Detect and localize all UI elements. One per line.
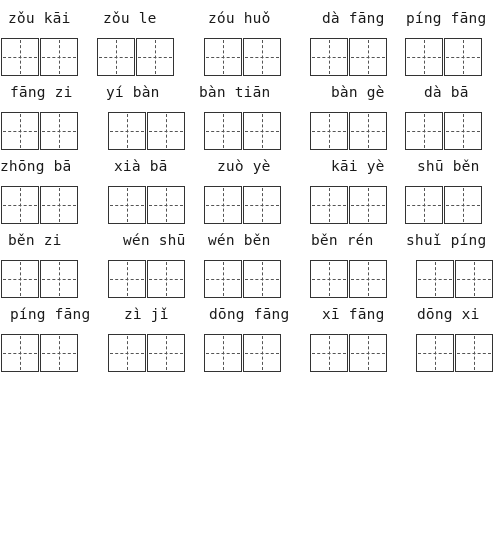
writing-grid-box[interactable] [455,260,493,298]
writing-grid-box[interactable] [310,186,348,224]
writing-box-pair [310,112,387,150]
pinyin-label: zhōng bā [0,159,72,175]
writing-grid-box[interactable] [349,38,387,76]
pinyin-label: zǒu kāi [8,11,71,27]
writing-grid-box[interactable] [310,260,348,298]
writing-box-pair [204,260,281,298]
pinyin-label: dōng xi [417,307,480,323]
writing-grid-box[interactable] [108,112,146,150]
pinyin-label: fāng zi [10,85,73,101]
writing-box-pair [416,334,493,372]
writing-grid-box[interactable] [416,260,454,298]
writing-grid-box[interactable] [349,334,387,372]
writing-grid-box[interactable] [444,112,482,150]
writing-box-pair [108,186,185,224]
pinyin-label: shū běn [417,159,480,175]
writing-box-pair [108,112,185,150]
pinyin-label: píng fāng [10,307,91,323]
writing-grid-box[interactable] [310,38,348,76]
writing-grid-box[interactable] [97,38,135,76]
writing-grid-box[interactable] [108,260,146,298]
writing-grid-box[interactable] [1,38,39,76]
writing-box-pair [204,186,281,224]
writing-grid-box[interactable] [204,38,242,76]
writing-box-pair [416,260,493,298]
writing-grid-box[interactable] [40,38,78,76]
pinyin-label: dōng fāng [209,307,290,323]
writing-box-pair [1,186,78,224]
writing-box-pair [108,334,185,372]
writing-box-pair [310,260,387,298]
writing-box-pair [204,334,281,372]
writing-grid-box[interactable] [40,112,78,150]
writing-grid-box[interactable] [243,38,281,76]
writing-box-pair [405,38,482,76]
writing-grid-box[interactable] [444,186,482,224]
writing-grid-box[interactable] [405,186,443,224]
writing-grid-box[interactable] [147,112,185,150]
pinyin-label: píng fāng [406,11,487,27]
writing-grid-box[interactable] [1,186,39,224]
writing-box-pair [310,334,387,372]
writing-grid-box[interactable] [40,334,78,372]
writing-box-pair [108,260,185,298]
writing-grid-box[interactable] [1,334,39,372]
writing-grid-box[interactable] [204,260,242,298]
writing-grid-box[interactable] [204,186,242,224]
writing-box-pair [204,38,281,76]
pinyin-label: běn rén [311,233,374,249]
writing-grid-box[interactable] [349,260,387,298]
writing-grid-box[interactable] [108,186,146,224]
writing-grid-box[interactable] [416,334,454,372]
writing-grid-box[interactable] [204,112,242,150]
writing-grid-box[interactable] [136,38,174,76]
writing-grid-box[interactable] [349,112,387,150]
writing-grid-box[interactable] [243,260,281,298]
pinyin-label: dà bā [424,85,469,101]
pinyin-label: zóu huǒ [208,11,271,27]
writing-grid-box[interactable] [243,334,281,372]
writing-grid-box[interactable] [1,260,39,298]
writing-box-pair [310,38,387,76]
writing-box-pair [1,334,78,372]
writing-grid-box[interactable] [40,260,78,298]
writing-grid-box[interactable] [310,112,348,150]
writing-box-pair [405,112,482,150]
pinyin-label: bàn tiān [199,85,271,101]
pinyin-label: dà fāng [322,11,385,27]
writing-box-pair [1,260,78,298]
pinyin-label: wén běn [208,233,271,249]
writing-box-pair [1,112,78,150]
writing-grid-box[interactable] [1,112,39,150]
writing-grid-box[interactable] [455,334,493,372]
pinyin-label: zǒu le [103,11,157,27]
writing-grid-box[interactable] [444,38,482,76]
writing-grid-box[interactable] [147,186,185,224]
writing-box-pair [1,38,78,76]
pinyin-label: wén shū [123,233,186,249]
writing-box-pair [204,112,281,150]
pinyin-label: bàn gè [331,85,385,101]
writing-grid-box[interactable] [108,334,146,372]
writing-grid-box[interactable] [349,186,387,224]
writing-grid-box[interactable] [310,334,348,372]
writing-grid-box[interactable] [147,334,185,372]
writing-grid-box[interactable] [405,112,443,150]
pinyin-label: běn zi [8,233,62,249]
pinyin-label: zuò yè [217,159,271,175]
writing-box-pair [310,186,387,224]
writing-box-pair [405,186,482,224]
writing-box-pair [97,38,174,76]
writing-grid-box[interactable] [40,186,78,224]
writing-grid-box[interactable] [204,334,242,372]
writing-grid-box[interactable] [243,186,281,224]
pinyin-label: xià bā [114,159,168,175]
pinyin-label: xī fāng [322,307,385,323]
writing-grid-box[interactable] [405,38,443,76]
pinyin-label: zì jǐ [124,307,169,323]
writing-grid-box[interactable] [243,112,281,150]
pinyin-label: kāi yè [331,159,385,175]
pinyin-label: yí bàn [106,85,160,101]
writing-grid-box[interactable] [147,260,185,298]
pinyin-label: shuǐ píng [406,233,487,249]
